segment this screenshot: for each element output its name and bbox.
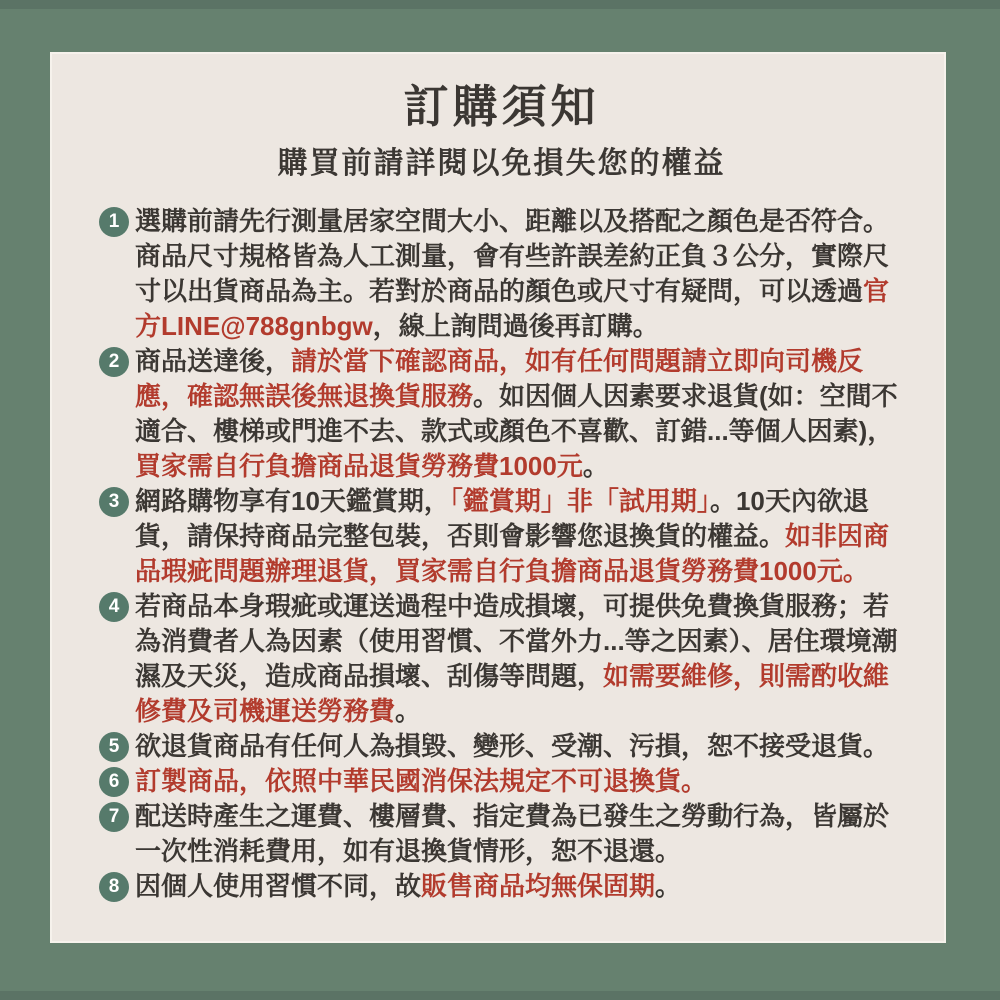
body-text-segment: 配送時產生之運費、樓層費、指定費為已發生之勞動行為，皆屬於一次性消耗費用，如有退換貨情形，恕不退還。 bbox=[135, 801, 890, 866]
highlight-text-segment: 官方LINE@788gnbgw bbox=[135, 276, 890, 341]
highlight-text-segment: 訂製商品，依照中華民國消保法規定不可退換貨。 bbox=[135, 766, 708, 796]
highlight-text-segment: 如需要維修，則需酌收維修費及司機運送勞務費 bbox=[135, 661, 890, 726]
item-number-badge: 2 bbox=[99, 347, 129, 377]
notice-item bbox=[99, 869, 904, 904]
page-title: 訂購須知 bbox=[403, 81, 600, 132]
highlight-text-segment: 販售商品均無保固期 bbox=[421, 871, 656, 901]
notice-panel bbox=[50, 52, 946, 943]
notice-item-text bbox=[135, 729, 904, 764]
notice-item-text bbox=[135, 869, 904, 904]
body-text-segment: 網路購物享有10天鑑賞期， bbox=[135, 486, 450, 516]
body-text-segment: 。10天內欲退貨，請保持商品完整包裝，否則會影響您退換貨的權益。 bbox=[135, 486, 869, 551]
notice-item bbox=[99, 799, 904, 869]
notice-item-text bbox=[135, 204, 904, 344]
body-text-segment: 選購前請先行測量居家空間大小、距離以及搭配之顏色是否符合。商品尺寸規格皆為人工測量，會有些許誤差約正負３公分，實際尺寸以出貨商品為主。若對於商品的顏色或尺寸有疑問，可以透過 bbox=[135, 206, 890, 306]
notice-item bbox=[99, 204, 904, 344]
highlight-text-segment: 如非因商品瑕疵問題辦理退貨，買家需自行負擔商品退貨勞務費1000元。 bbox=[135, 521, 890, 586]
body-text-segment: 。 bbox=[582, 451, 609, 481]
body-text-segment: 欲退貨商品有任何人為損毀、變形、受潮、污損，恕不接受退貨。 bbox=[135, 731, 890, 761]
item-number-badge: 3 bbox=[99, 487, 129, 517]
notice-item bbox=[99, 764, 904, 799]
body-text-segment: 。如因個人因素要求退貨(如：空間不適合、樓梯或門進不去、款式或顏色不喜歡、訂錯...等個人因素)， bbox=[135, 381, 898, 446]
item-number-badge: 1 bbox=[99, 207, 129, 237]
body-text-segment: 。 bbox=[655, 871, 682, 901]
notice-item bbox=[99, 729, 904, 764]
notice-item-text bbox=[135, 484, 904, 589]
notice-item-text bbox=[135, 764, 904, 799]
item-number-badge: 7 bbox=[99, 802, 129, 832]
notice-item-text bbox=[135, 589, 904, 729]
highlight-text-segment: 買家需自行負擔商品退貨勞務費1000元 bbox=[135, 451, 583, 481]
notice-item bbox=[99, 589, 904, 729]
item-number-badge: 5 bbox=[99, 732, 129, 762]
body-text-segment: ，線上詢問過後再訂購。 bbox=[372, 311, 659, 341]
body-text-segment: 若商品本身瑕疵或運送過程中造成損壞，可提供免費換貨服務；若為消費者人為因素（使用習慣、不當外力...等之因素）、居住環境潮濕及天災，造成商品損壞、刮傷等問題， bbox=[135, 591, 898, 691]
notice-item bbox=[99, 484, 904, 589]
highlight-text-segment: 「鑑賞期」非「試用期」 bbox=[449, 486, 710, 516]
notice-item-text bbox=[135, 799, 904, 869]
highlight-text-segment: 請於當下確認商品，如有任何問題請立即向司機反應，確認無誤後無退換貨服務 bbox=[135, 346, 864, 411]
body-text-segment: 商品送達後， bbox=[135, 346, 292, 376]
item-number-badge: 6 bbox=[99, 767, 129, 797]
notice-item-text bbox=[135, 344, 904, 484]
notice-list bbox=[99, 204, 904, 904]
body-text-segment: 因個人使用習慣不同，故 bbox=[135, 871, 422, 901]
body-text-segment: 。 bbox=[395, 696, 422, 726]
item-number-badge: 4 bbox=[99, 592, 129, 622]
page-subtitle: 購買前請詳閱以免損失您的權益 bbox=[277, 147, 726, 180]
notice-item bbox=[99, 344, 904, 484]
item-number-badge: 8 bbox=[99, 872, 129, 902]
